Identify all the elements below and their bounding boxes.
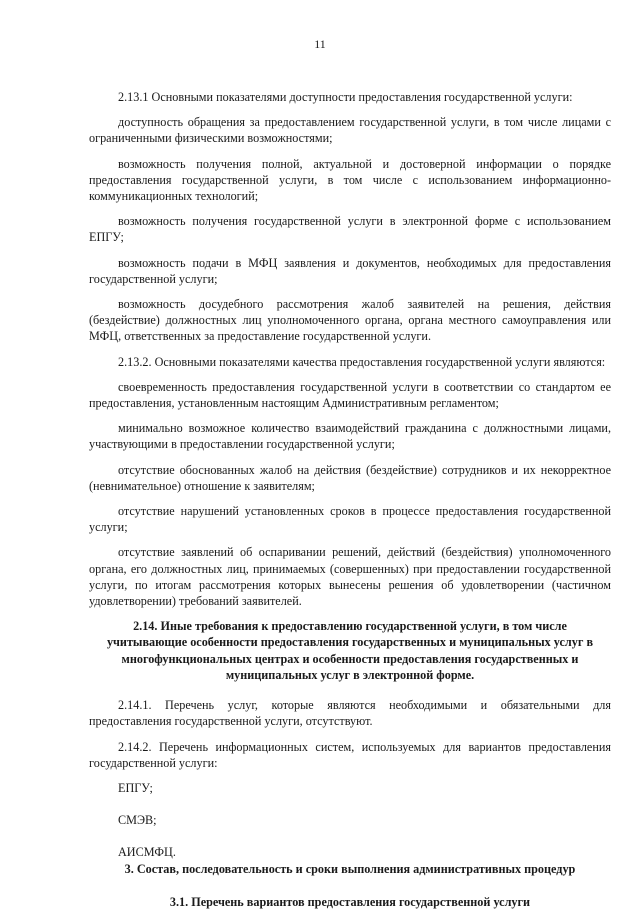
paragraph-2-13-2: 2.13.2. Основными показателями качества предоставления государственной услуги являются: (118, 354, 606, 369)
page-number: 11 (314, 37, 326, 51)
section-heading-3-1: 3.1. Перечень вариантов предоставления государственной услуги (169, 894, 531, 909)
paragraph-mfc-submission: возможность подачи в МФЦ заявления и документов, необходимых для предоставления государственной услуги; (89, 255, 611, 286)
paragraph-no-complaints: отсутствие обоснованных жалоб на действия (бездействие) сотрудников и их некорректное (невнимательное) отношение к заявителям; (89, 462, 611, 493)
section-heading-3: 3. Состав, последовательность и сроки выполнения административных процедур (124, 861, 576, 876)
paragraph-2-14-1: 2.14.1. Перечень услуг, которые являются необходимыми и обязательными для предоставления государственной услуги, отсутствуют. (89, 698, 611, 729)
paragraph-2-14-2: 2.14.2. Перечень информационных систем, используемых для вариантов предоставления государственной услуги: (89, 739, 611, 770)
paragraph-no-disputes: отсутствие заявлений об оспаривании решений, действий (бездействия) уполномоченного органа, его должностных лиц, принимаемых (совершенных) при предоставлении государственной услуги, по итогам рассмотрения которых вынесены решения об удовлетворении (частичном удовлетворении) требований заявителей. (89, 545, 611, 609)
list-item-aismfc: АИСМФЦ. (118, 845, 176, 860)
list-item-epgu: ЕПГУ; (118, 780, 153, 795)
paragraph-pretrial-complaints: возможность досудебного рассмотрения жалоб заявителей на решения, действия (бездействие) должностных лиц уполномоченного органа, органа местного самоуправления или МФЦ, ответственных за предоставление государственной услуги. (89, 297, 611, 344)
section-heading-2-14: 2.14. Иные требования к предоставлению государственной услуги, в том числе учитывающие особенности предоставления государственных и муниципальных услуг в многофункциональных центрах и особенности предоставления государственных и муниципальных услуг в электронной форме. (106, 619, 594, 682)
paragraph-information-access: возможность получения полной, актуальной и достоверной информации о порядке предоставления государственной услуги, в том числе с использованием информационно-коммуникационных технологий; (89, 156, 611, 204)
paragraph-no-deadline-violations: отсутствие нарушений установленных сроков в процессе предоставления государственной услуги; (89, 504, 611, 535)
document-body (89, 89, 611, 910)
list-item-smev: СМЭВ; (118, 813, 157, 828)
paragraph-minimal-interactions: минимально возможное количество взаимодействий гражданина с должностными лицами, участвующими в предоставлении государственной услуги; (89, 421, 611, 452)
paragraph-2-13-1: 2.13.1 Основными показателями доступности предоставления государственной услуги: (118, 90, 573, 104)
paragraph-timeliness: своевременность предоставления государственной услуги в соответствии со стандартом ее предоставления, установленным настоящим Административным регламентом; (89, 379, 611, 411)
paragraph-accessibility-disabled: доступность обращения за предоставлением государственной услуги, в том числе лицами с ограниченными физическими возможностями; (89, 115, 611, 146)
paragraph-electronic-form: возможность получения государственной услуги в электронной форме с использованием ЕПГУ; (89, 214, 611, 245)
